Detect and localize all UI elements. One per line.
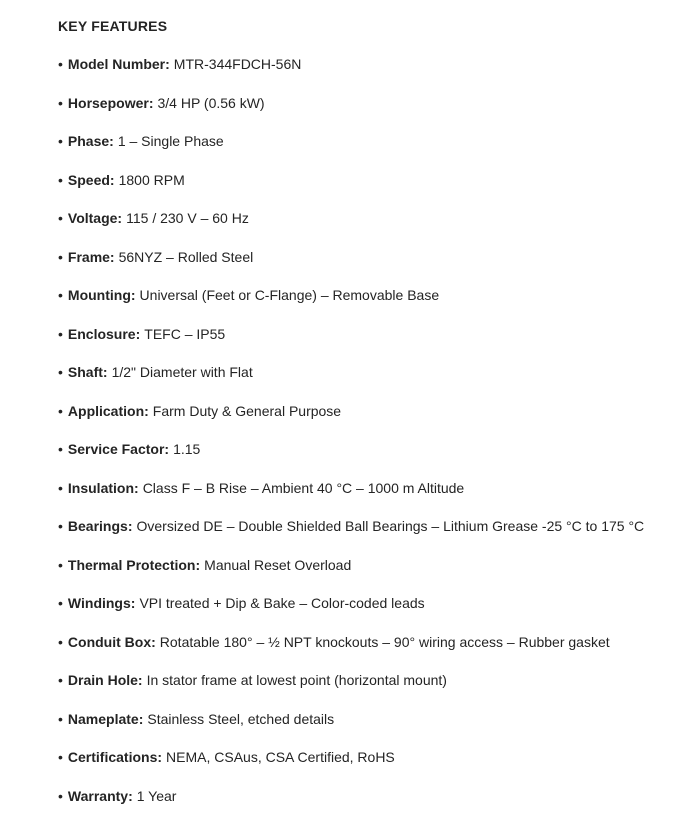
feature-value: 1.15 — [173, 441, 201, 457]
feature-label: Drain Hole: — [67, 672, 143, 688]
bullet-icon: • — [58, 94, 63, 111]
feature-value: 1 – Single Phase — [117, 133, 224, 149]
feature-value: Class F – B Rise – Ambient 40 °C – 1000 m Altitude — [142, 479, 465, 496]
feature-label: Mounting: — [67, 287, 136, 303]
feature-item — [58, 747, 666, 768]
feature-label: Bearings: — [67, 518, 133, 534]
feature-value: Stainless Steel, etched details — [147, 710, 335, 727]
feature-value: VPI treated + Dip & Bake – Color-coded leads — [139, 595, 425, 611]
feature-item — [58, 401, 666, 422]
feature-label: Voltage: — [67, 210, 123, 226]
feature-label: Nameplate: — [67, 710, 144, 727]
feature-item — [58, 362, 666, 383]
feature-label: Application: — [67, 402, 149, 419]
feature-value: NEMA, CSAus, CSA Certified, RoHS — [166, 749, 395, 765]
feature-item — [58, 170, 666, 191]
feature-value: MTR-344FDCH-56N — [173, 56, 302, 72]
bullet-icon: • — [58, 287, 63, 303]
feature-value: 3/4 HP (0.56 kW) — [157, 94, 265, 111]
feature-label: Frame: — [67, 248, 115, 265]
feature-label: Certifications: — [67, 749, 163, 765]
feature-value: TEFC – IP55 — [144, 325, 226, 342]
feature-label: Thermal Protection: — [67, 556, 201, 573]
feature-value: Farm Duty & General Purpose — [152, 402, 342, 419]
feature-label: Service Factor: — [67, 441, 170, 457]
bullet-icon: • — [58, 710, 63, 727]
feature-item — [58, 285, 666, 306]
feature-item — [58, 516, 666, 537]
feature-value: 56NYZ – Rolled Steel — [118, 248, 254, 265]
bullet-icon: • — [58, 56, 63, 72]
feature-label: Horsepower: — [67, 94, 154, 111]
feature-label: Windings: — [67, 595, 136, 611]
feature-item — [58, 555, 666, 576]
bullet-icon: • — [58, 402, 63, 419]
feature-label: Enclosure: — [67, 325, 141, 342]
bullet-icon: • — [58, 133, 63, 149]
bullet-icon: • — [58, 248, 63, 265]
feature-value: 1 Year — [136, 787, 177, 804]
bullet-icon: • — [58, 479, 63, 496]
feature-value: In stator frame at lowest point (horizontal mount) — [146, 672, 447, 688]
bullet-icon: • — [58, 364, 63, 380]
bullet-icon: • — [58, 518, 63, 534]
feature-item — [58, 439, 666, 460]
feature-item — [58, 478, 666, 499]
feature-item — [58, 632, 666, 653]
bullet-icon: • — [58, 171, 63, 188]
feature-item — [58, 786, 666, 807]
feature-value: Universal (Feet or C-Flange) – Removable Base — [139, 287, 440, 303]
feature-item — [58, 208, 666, 229]
bullet-icon: • — [58, 672, 63, 688]
feature-value: Rotatable 180° – ½ NPT knockouts – 90° wiring access – Rubber gasket — [159, 633, 610, 650]
bullet-icon: • — [58, 556, 63, 573]
feature-value: Manual Reset Overload — [204, 556, 352, 573]
feature-label: Speed: — [67, 171, 115, 188]
feature-item — [58, 324, 666, 345]
feature-label: Shaft: — [67, 364, 108, 380]
bullet-icon: • — [58, 749, 63, 765]
feature-item — [58, 93, 666, 114]
feature-label: Warranty: — [67, 787, 133, 804]
bullet-icon: • — [58, 441, 63, 457]
bullet-icon: • — [58, 595, 63, 611]
section-heading: KEY FEATURES — [58, 18, 168, 34]
bullet-icon: • — [58, 325, 63, 342]
feature-value: 115 / 230 V – 60 Hz — [126, 210, 249, 226]
feature-label: Insulation: — [67, 479, 139, 496]
feature-item — [58, 247, 666, 268]
feature-item — [58, 54, 666, 75]
feature-label: Phase: — [67, 133, 114, 149]
bullet-icon: • — [58, 787, 63, 804]
feature-item — [58, 709, 666, 730]
feature-item — [58, 593, 666, 614]
feature-value: 1800 RPM — [118, 171, 185, 188]
feature-value: Oversized DE – Double Shielded Ball Bearings – Lithium Grease -25 °C to 175 °C — [136, 518, 645, 534]
feature-item — [58, 670, 666, 691]
bullet-icon: • — [58, 633, 63, 650]
bullet-icon: • — [58, 210, 63, 226]
feature-item — [58, 131, 666, 152]
feature-label: Model Number: — [67, 56, 170, 72]
features-list — [58, 54, 666, 807]
feature-value: 1/2" Diameter with Flat — [111, 364, 253, 380]
feature-label: Conduit Box: — [67, 633, 156, 650]
